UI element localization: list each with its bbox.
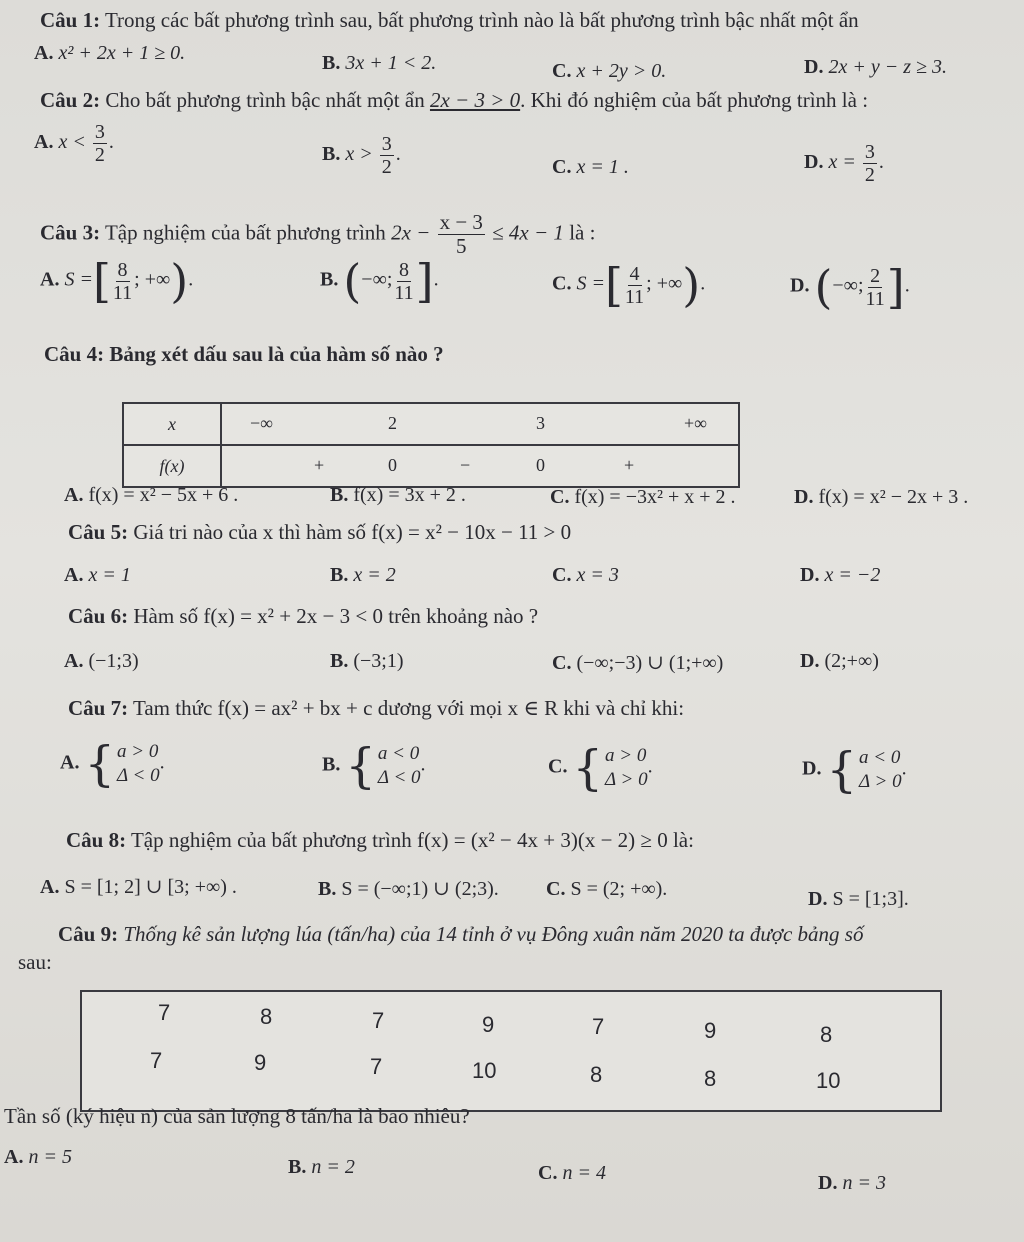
question-3: Câu 3: Tập nghiệm của bất phương trình 2x − $\frac{x - 3}{5}$ ≤ 4x − 1 là : xyxy=(40,210,596,258)
q7-option-b: B. { a < 0 Δ < 0 . xyxy=(322,738,426,794)
freq-cell: 7 xyxy=(150,1048,163,1073)
question-7: Câu 7: Tam thức f(x) = ax² + bx + c dương với mọi x ∈ R khi và chỉ khi: xyxy=(68,696,685,720)
sign-table-fx-values: + 0 − 0 + xyxy=(221,445,739,487)
q8-option-a: A. S = [1; 2] ∪ [3; +∞) . xyxy=(40,876,237,898)
q9-option-d: D. n = 3 xyxy=(818,1172,886,1194)
freq-cell: 9 xyxy=(482,1012,495,1037)
freq-cell: 9 xyxy=(704,1018,717,1043)
q1-option-c: C. x + 2y > 0. xyxy=(552,60,667,82)
sign-table-head-x: x xyxy=(123,403,221,445)
question-9-title: Câu 9: xyxy=(58,922,119,946)
q5-option-d: D. x = −2 xyxy=(800,564,881,586)
q4-option-d: D. f(x) = x² − 2x + 3 . xyxy=(794,486,969,508)
question-8-title: Câu 8: xyxy=(66,828,127,852)
sign-table-head-fx: f(x) xyxy=(123,445,221,487)
freq-cell: 7 xyxy=(158,1000,171,1025)
q6-option-b: B. (−3;1) xyxy=(330,650,404,672)
q6-option-d: D. (2;+∞) xyxy=(800,650,879,672)
q8-option-d: D. S = [1;3]. xyxy=(808,888,909,910)
q4-option-a: A. f(x) = x² − 5x + 6 . xyxy=(64,484,239,506)
q9-option-b: B. n = 2 xyxy=(288,1156,355,1178)
frequency-table xyxy=(80,990,942,1112)
freq-cell: 8 xyxy=(590,1062,603,1087)
question-5: Câu 5: Giá tri nào của x thì hàm số f(x) = x² − 10x − 11 > 0 xyxy=(68,520,572,544)
q2-option-d: D. x = $\frac{3}{2}$ . xyxy=(804,141,884,186)
q7-option-a: A. { a > 0 Δ < 0 . xyxy=(60,736,165,792)
q1-option-b: B. 3x + 1 < 2. xyxy=(322,52,437,74)
question-8: Câu 8: Tập nghiệm của bất phương trình f(x) = (x² − 4x + 3)(x − 2) ≥ 0 là: xyxy=(66,828,694,852)
q3-option-c: C. S =[ $\frac{4}{11}$ ; +∞). xyxy=(552,258,706,312)
question-5-title: Câu 5: xyxy=(68,520,129,544)
question-6: Câu 6: Hàm số f(x) = x² + 2x − 3 < 0 trên khoảng nào ? xyxy=(68,604,539,628)
freq-cell: 9 xyxy=(254,1050,267,1075)
question-2: Câu 2: Cho bất phương trình bậc nhất một ẩn 2x − 3 > 0. Khi đó nghiệm của bất phương trình là : xyxy=(40,88,869,112)
q7-option-c: C. { a > 0 Δ > 0 . xyxy=(548,740,653,796)
question-9-line2: sau: xyxy=(18,950,52,974)
q4-option-b: B. f(x) = 3x + 2 . xyxy=(330,484,466,506)
freq-cell: 8 xyxy=(260,1004,273,1029)
q1-option-a: A. x² + 2x + 1 ≥ 0. xyxy=(34,42,186,64)
q2-option-b: B. x > $\frac{3}{2}$ . xyxy=(322,133,401,178)
question-9: Câu 9: Thống kê sản lượng lúa (tấn/ha) của 14 tỉnh ở vụ Đông xuân năm 2020 ta được bảng số xyxy=(58,922,864,946)
q8-option-b: B. S = (−∞;1) ∪ (2;3). xyxy=(318,878,499,900)
q6-option-a: A. (−1;3) xyxy=(64,650,139,672)
question-2-title: Câu 2: xyxy=(40,88,101,112)
sign-table-x-values: −∞ 2 3 +∞ xyxy=(221,403,739,445)
question-4: Câu 4: Bảng xét dấu sau là của hàm số nào ? xyxy=(44,342,444,366)
question-3-title: Câu 3: xyxy=(40,220,101,245)
q2-option-a: A. x < $\frac{3}{2}$ . xyxy=(34,121,114,166)
freq-cell: 10 xyxy=(472,1058,497,1083)
freq-cell: 7 xyxy=(592,1014,605,1039)
freq-cell: 8 xyxy=(820,1022,833,1047)
q3-option-d: D. (−∞; $\frac{2}{11}$ ]. xyxy=(790,260,910,314)
freq-cell: 10 xyxy=(816,1068,841,1093)
sign-table-row-x xyxy=(123,403,739,445)
question-9-question: Tần số (ký hiệu n) của sản lượng 8 tấn/ha là bao nhiêu? xyxy=(4,1104,470,1128)
q3-option-b: B. (−∞; $\frac{8}{11}$ ]. xyxy=(320,254,439,308)
q6-option-c: C. (−∞;−3) ∪ (1;+∞) xyxy=(552,652,724,674)
q7-option-d: D. { a < 0 Δ > 0 . xyxy=(802,742,907,798)
question-7-title: Câu 7: xyxy=(68,696,129,720)
q5-option-c: C. x = 3 xyxy=(552,564,619,586)
q2-option-c: C. x = 1 . xyxy=(552,156,629,178)
q5-option-a: A. x = 1 xyxy=(64,564,131,586)
sign-table xyxy=(122,402,740,488)
question-1-title: Câu 1: xyxy=(40,8,101,32)
question-4-title: Câu 4: xyxy=(44,342,105,366)
q5-option-b: B. x = 2 xyxy=(330,564,396,586)
q4-option-c: C. f(x) = −3x² + x + 2 . xyxy=(550,486,736,508)
q9-option-a: A. n = 5 xyxy=(4,1146,72,1168)
freq-cell: 7 xyxy=(372,1008,385,1033)
sign-table-row-fx xyxy=(123,445,739,487)
question-1 xyxy=(40,8,859,33)
freq-cell: 7 xyxy=(370,1054,383,1079)
q9-option-c: C. n = 4 xyxy=(538,1162,606,1184)
q3-option-a: A. S =[ $\frac{8}{11}$ ; +∞). xyxy=(40,254,194,308)
question-1-text: Trong các bất phương trình sau, bất phương trình nào là bất phương trình bậc nhất một ẩn xyxy=(104,8,859,32)
q8-option-c: C. S = (2; +∞). xyxy=(546,878,668,900)
question-6-title: Câu 6: xyxy=(68,604,129,628)
q1-option-d: D. 2x + y − z ≥ 3. xyxy=(804,56,947,78)
freq-cell: 8 xyxy=(704,1066,717,1091)
